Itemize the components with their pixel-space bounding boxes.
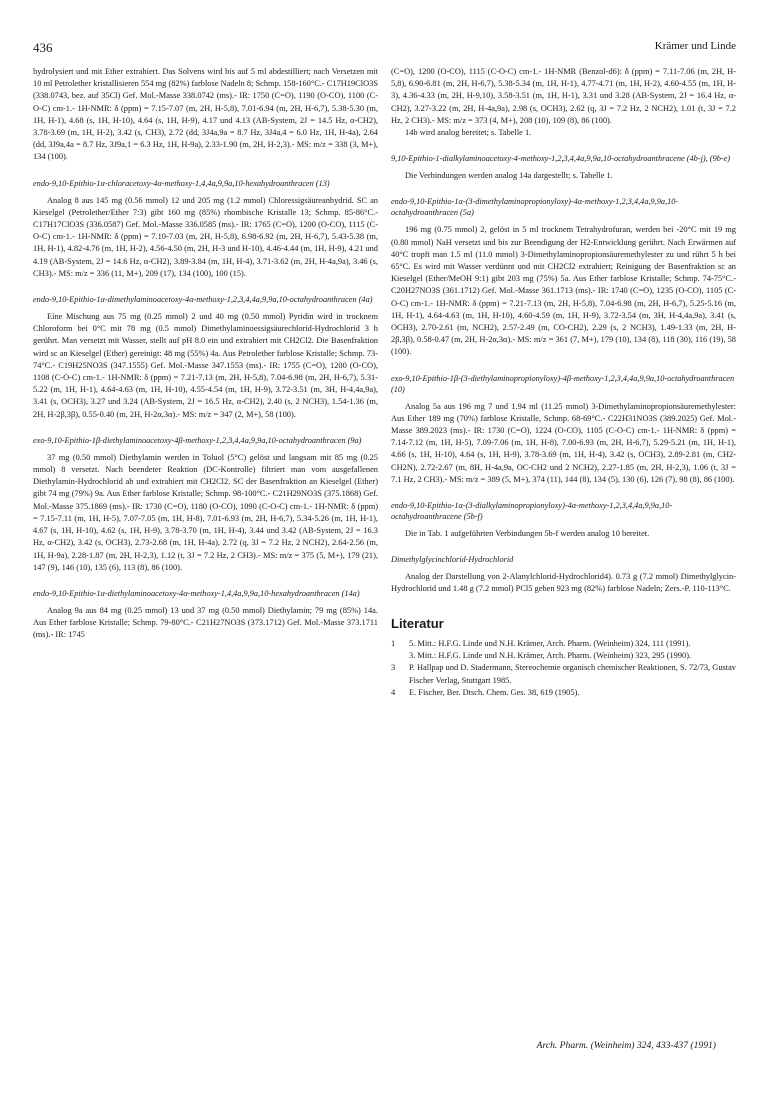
- reference-item: [391, 638, 736, 650]
- reference-number: 1: [391, 638, 396, 648]
- reference-text: E. Fischer, Ber. Dtsch. Chem. Ges. 38, 619 (1905).: [409, 687, 580, 697]
- reference-text: 3. Mitt.: H.F.G. Linde und N.H. Krämer, Arch. Pharm. (Weinheim) 323, 295 (1990).: [409, 651, 692, 661]
- left-column: [33, 66, 378, 642]
- reference-text: P. Hallpap und D. Stadermann, Stereochemie organisch chemischer Reaktionen, S. 72/73, Gustav Fischer Verlag, Stuttgart 1985.: [409, 663, 736, 685]
- running-head: Krämer und Linde: [654, 40, 736, 52]
- reference-item: [391, 662, 736, 686]
- right-column: [391, 66, 736, 699]
- reference-item: [391, 687, 736, 699]
- reference-number: 3: [391, 663, 396, 673]
- paragraph: Die in Tab. 1 aufgeführten Verbindungen 5b-f werden analog 10 bereitet.: [405, 529, 650, 539]
- section-heading: 9,10-Epithio-1-dialkylaminoacetoxy-4-methoxy-1,2,3,4,4a,9,9a,10-octahydroanthracene (4b-j), (9b-e): [391, 154, 731, 164]
- paragraph: Analog 5a aus 196 mg 7 und 1.94 ml (11.25 mmol) 3-Dimethylaminopropionsäuremethylester: Aus Ether 189 mg (70%) farblose Kristalle, Schmp. 68-69°C.- C22H31NO3S (389.2025) Gef. Mol.-Masse 389.2023 (ms).- IR: 1730 (C=O), 1224 (O-CO), 1105 (C-O-C) cm-1.- 1H-NMR: δ (ppm) = 7.14-7.12 (m, 1H, H-5), 7.09-7.06 (m, 1H, H-8), 7.00-6.93 (m, 2H, H-6,7), 5.29-5.21 (m, 1H, H-1), 4.66 (s, 1H, H-10), 4.64 (s, 1H, H-9), 3.78-3.69 (m, 1H, H-4), 3.42 (s, OCH3), 2.89-2.81 (m, CH2-CH2N), 2.72-2.67 (m, 8H, H-4a,9a, OC-CH2 und 2 NCH2), 2.27-1.85 (m, 2H, H-2,3), 1.06 (t, 3J = 7.1 Hz, 2 CH3).- MS: m/z = 389 (5, M+), 374 (11), 144 (8), 134 (5), 130 (6), 126 (7), 98 (8), 86 (100).: [391, 401, 736, 484]
- paragraph: Die Verbindungen werden analog 14a dargestellt; s. Tabelle 1.: [405, 171, 613, 181]
- reference-list: [391, 638, 736, 699]
- journal-citation: Arch. Pharm. (Weinheim) 324, 433-437 (1991): [536, 1040, 716, 1051]
- section-heading: exo-9,10-Epithio-1β-diethylaminoacetoxy-4β-methoxy-1,2,3,4,4a,9,9a,10-octahydroanthracen (9a): [33, 435, 362, 445]
- paragraph: 14b wird analog bereitet; s. Tabelle 1.: [405, 128, 532, 138]
- paragraph: Analog 8 aus 145 mg (0.56 mmol) 12 und 205 mg (1.2 mmol) Chloressigsäureanhydrid. SC an Kieselgel (Petrolether/Ether 7:3) gibt 160 mg (85%) rhombische Kristalle 13; Schmp. 85-86°C.- C17H17ClO3S (336.0587) Gef. Mol.-Masse 336.0585 (ms).- IR: 1765 (C=O), 1200 (O-CO), 1115 (C-O-C) cm-1.- 1H-NMR: δ (ppm) = 7.10-7.03 (m, 2H, H-5,8), 6.98-6.92 (m, 2H, H-6,7), 5.43-5.38 (m, 1H, H-1), 4.82-4.76 (m, 1H, H-2), 4.56-4.50 (m, 2H, H-3 und H-10), 4.46-4.44 (m, 1H, H-9), 4.21 und 4.19 (AB-System, 2J = 14.6 Hz, α-CH2), 3.89-3.84 (m, 1H, H-4), 3.71-3.62 (m, 2H, H-4a,9a), 3.46 (s, CH3).- MS: m/z = 336 (11, M+), 209 (17), 134 (100), 100 (15).: [33, 195, 378, 278]
- reference-number: 4: [391, 687, 396, 697]
- references-title: Literatur: [391, 615, 444, 631]
- section-heading: endo-9,10-Epithio-1α-diethylaminoacetoxy-4α-methoxy-1,4,4a,9,9a,10-hexahydroanthracen (14a): [33, 588, 360, 598]
- section-heading: endo-9,10-Epithio-1α-chloracetoxy-4α-methoxy-1,4,4a,9,9a,10-hexahydroanthracen (13): [33, 178, 330, 188]
- paragraph: Eine Mischung aus 75 mg (0.25 mmol) 2 und 40 mg (0.50 mmol) Pyridin wird in trocknem Chloroform bei 0°C mit 78 mg (0.5 mmol) Dimethylaminoessigsäurechlorid-Hydrochlorid 3 h gerührt. Man versetzt mit Wasser, stellt auf pH 8.0 ein und extrahiert mit CH2Cl2. Die Basenfraktion wird sc an Kieselgel (Ether) gereinigt: 48 mg (55%) 4a. Aus Petrolether farblose Kristalle; Schmp. 73-74°C.- C19H25NO3S (347.1555) Gef. Mol.-Masse 347.1553 (ms).- IR: 1755 (C=O), 1200 (O-CO), 1108 (C-O-C) cm-1.- 1H-NMR: δ (ppm) = 7.21-7.13 (m, 2H, H-5,8), 7.04-6.98 (m, 2H, H-6,7), 5.31-5.22 (m, 1H, H-1), 4.64-4.63 (m, 1H, H-10), 4.55-4.54 (m, 1H, H-9), 3.72-3.51 (m, 3H, H-4,4a,9a), 3.41 (s, OCH3), 3.27 und 3.24 (AB-System, 2J = 16.5 Hz, α-CH2), 2.40 (s, 2 NCH3), 1.54-1.36 (m, 2H, H-2β,3β), 0.55-0.40 (m, 2H, H-2α,3α).- MS: m/z = 347 (2, M+), 58 (100).: [33, 312, 378, 419]
- reference-item: [391, 650, 736, 662]
- section-heading: endo-9,10-Epithio-1α-dimethylaminoacetoxy-4α-methoxy-1,2,3,4,4a,9,9a,10-octahydroanthracen (4a): [33, 295, 373, 305]
- paragraph: 196 mg (0.75 mmol) 2, gelöst in 5 ml trocknem Tetrahydrofuran, werden bei -20°C mit 19 mg (0.80 mmol) NaH versetzt und bis zur Beendigung der H2-Entwicklung gerührt. Nach Erwärmen auf 40°C tropft man 1.5 ml (11.0 mmol) 3-Dimethylaminopropionsäuremethylester zu und rührt 5 h bei 65°C. Es wird mit Wasser verdünnt und mit CH2Cl2 extrahiert; Reinigung der Basenfraktion sc an Kieselgel (Ether/MeOH 9:1) gibt 203 mg (75%) 5a. Aus Ether farblose Kristalle; Schmp. 74-75°C.- C20H27NO3S (361.1712) Gef. Mol.-Masse 361.1713 (ms).- IR: 1740 (C=O), 1235 (O-CO), 1105 (C-O-C) cm-1.- 1H-NMR: δ (ppm) = 7.21-7.13 (m, 2H, H-5,8), 7.04-6.98 (m, 2H, H-6,7), 5.25-5.16 (m, 1H, H-1), 4.64-4.63 (m, 1H, H-10), 4.60-4.59 (m, 1H, H-9), 3.72-3.54 (m, 3H, H-4,4a,9a), 3.41 (s, OCH3), 2.70-2.61 (m, NCH2), 2.57-2.49 (m, CO-CH2), 2.29 (s, 2 NCH3), 1.49-1.33 (m, 2H, H-2β,3β), 0.58-0.47 (m, 2H, H-2α,3α).- MS: m/z = 361 (7, M+), 179 (10), 134 (8), 118 (30), 116 (19), 58 (100).: [391, 225, 736, 357]
- section-heading: endo-9,10-Epithio-1α-(3-dialkylaminopropionyloxy)-4α-methoxy-1,2,3,4,4a,9,9a,10-octahydroanthracene (5b-f): [391, 501, 673, 522]
- section-heading: Dimethylglycinchlorid-Hydrochlorid: [391, 555, 514, 565]
- paragraph: 37 mg (0.50 mmol) Diethylamin werden in Toluol (5°C) gelöst und langsam mit 85 mg (0.25 mmol) 8 versetzt. Nach beendeter Reaktion (DC-Kontrolle) filtriert man vom ausgefallenen Diethylamin-Hydrochlorid ab und extrahiert mit CH2Cl2. SC der Basenfraktion an Kieselgel (Ether) gibt 74 mg (79%) 9a. Aus Ether farblose Kristalle; Schmp. 98-100°C.- C21H29NO3S (375.1868) Gef. Mol.-Masse 375.1869 (ms).- IR: 1730 (C=O), 1180 (O-CO), 1090 (C-O-C) cm-1.- 1H-NMR: δ (ppm) = 7.15-7.11 (m, 1H, H-5), 7.07-7.05 (m, 1H, H-8), 7.01-6.93 (m, 2H, H-6,7), 5.34-5.26 (m, 1H, H-1), 4.67 (s, 1H, H-10), 4.62 (s, 1H, H-9), 3.78-3.70 (m, 1H, H-4), 3.44 und 3.42 (AB-System, 2J = 16.3 Hz, α-CH2), 3.42 (s, OCH3), 2.73-2.68 (m, 1H, H-4a), 2.72 (q, 3J = 7.2 Hz, 2 NCH2), 2.64-2.56 (m, 1H, H-9a), 2.28-1.87 (m, 2H, H-2,3), 1.12 (t, 3J = 7.2 Hz, 2 CH3).- MS: m/z = 375 (5, M+), 179 (21), 147 (9), 146 (10), 135 (6), 113 (8), 86 (100).: [33, 452, 378, 572]
- reference-text: 5. Mitt.: H.F.G. Linde und N.H. Krämer, Arch. Pharm. (Weinheim) 324, 111 (1991).: [409, 638, 691, 648]
- paragraph: hydrolysiert und mit Ether extrahiert. Das Solvens wird bis auf 5 ml abdestilliert; nach Versetzen mit 10 ml Petrolether kristallisieren 554 mg (82%) farblose Nadeln 8; Schmp. 158-160°C.- C17H19ClO3S (338.0743, bez. auf 35Cl) Gef. Mol.-Masse 338.0742 (ms).- IR: 1750 (C=O), 1190 (O-CO), 1100 (C-O-C) cm-1.- 1H-NMR: δ (ppm) = 7.15-7.07 (m, 2H, H-5,8), 7.01-6.94 (m, 2H, H-6,7), 5.38-5.30 (m, 1H, H-1), 4.68 (s, 1H, H-10), 4.64 (s, 1H, H-9), 4.17 und 4.13 (AB-System, 2J = 14.5 Hz, α-CH2), 3.78-3.69 (m, 1H, H-2), 3.42 (s, CH3), 2.72 (dd, 3J4a,9a = 8.7 Hz, 3J4a,4 = 6.0 Hz, 1H, H-4a), 2.64 (dd, 3J9a,4a = 8.7 Hz, 3J9a,1 = 6.3 Hz, 1H, H-9a), 2.33-1.90 (m, 2H, H-2,3).- MS: m/z = 338 (3, M+), 134 (100).: [33, 67, 378, 162]
- paragraph: (C=O), 1200 (O-CO), 1115 (C-O-C) cm-1.- 1H-NMR (Benzol-d6): δ (ppm) = 7.11-7.06 (m, 2H, H-5,8), 6.90-6.81 (m, 2H, H-6,7), 5.38-5.34 (m, 1H, H-1), 4.77-4.71 (m, 1H, H-2), 4.60-4.55 (m, 1H, H-3), 4.36-4.33 (m, 2H, H-9,10), 3.58-3.51 (m, 1H, H-1), 3.31 und 3.28 (AB-System, 2J = 16.4 Hz, α-CH2), 3.27-3.22 (m, 2H, H-4a,9a), 2.98 (s, OCH3), 2.62 (q, 3J = 7.2 Hz, 2 NCH2), 1.01 (t, 3J = 7.2 Hz, 2 CH3).- MS: m/z = 373 (4, M+), 208 (10), 109 (8), 86 (100).: [391, 67, 736, 125]
- page-number: 436: [33, 40, 53, 55]
- reference-number: [391, 650, 409, 662]
- paragraph: Analog 9a aus 84 mg (0.25 mmol) 13 und 37 mg (0.50 mmol) Diethylamin; 79 mg (85%) 14a. Aus Ether farblose Kristalle; Schmp. 79-80°C.- C21H27NO3S (373.1712) Gef. Mol.-Masse 373.1711 (ms).- IR: 1745: [33, 605, 378, 640]
- section-heading: exo-9,10-Epithio-1β-(3-diethylaminopropionyloxy)-4β-methoxy-1,2,3,4,4a,9,9a,10-octahydroanthracen (10): [391, 373, 735, 394]
- paragraph: Analog der Darstellung von 2-Alanylchlorid-Hydrochlorid4). 0.73 g (7.2 mmol) Dimethylglycin-Hydrochlorid und 1.48 g (7.2 mmol) PCl5 geben 923 mg (82%) farblose Nadeln; Zers.-P. 110-113°C.: [391, 572, 736, 594]
- section-heading: endo-9,10-Epithio-1α-(3-dimethylaminopropionyloxy)-4α-methoxy-1,2,3,4,4a,9,9a,10-octahydroanthracen (5a): [391, 197, 679, 218]
